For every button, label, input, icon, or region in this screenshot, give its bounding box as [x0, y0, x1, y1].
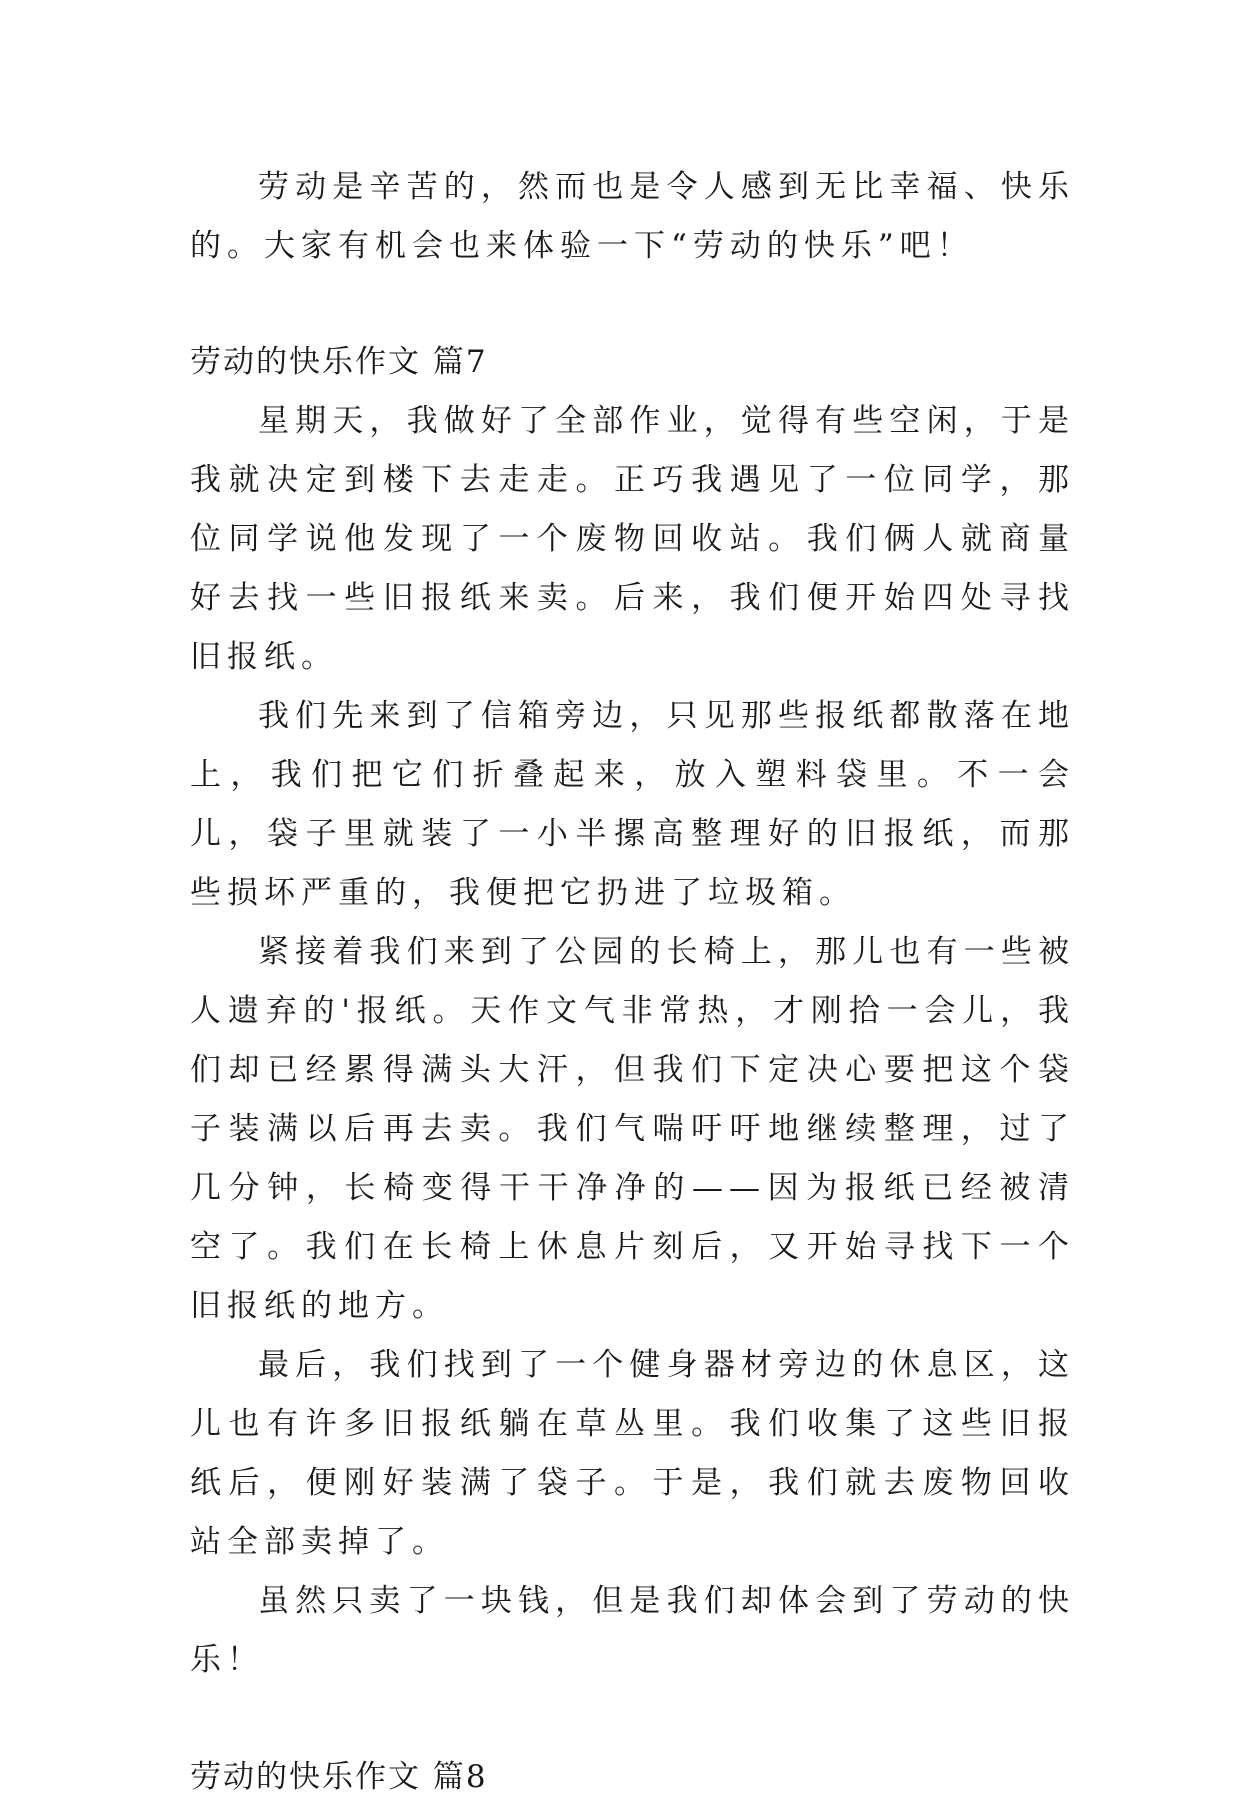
heading-essay-8: 劳动的快乐作文 篇8 — [190, 1759, 488, 1795]
paragraph-essay-7-3: 紧接着我们来到了公园的长椅上，那儿也有一些被人遗弃的'报纸。天作文气非常热，才刚拾一会儿，我们却已经累得满头大汗，但我们下定决心要把这个袋子装满以后再去卖。我们气喘吁吁地继续整理，过了几分钟，长椅变得干干净净的——因为报纸已经被清空了。我们在长椅上休息片刻后，又开始寻找下一个旧报纸的地方。 — [190, 934, 1075, 1324]
paragraph-essay-7-5: 虽然只卖了一块钱，但是我们却体会到了劳动的快乐！ — [190, 1583, 1075, 1678]
paragraph-essay-7-2: 我们先来到了信箱旁边，只见那些报纸都散落在地上，我们把它们折叠起来，放入塑料袋里。不一会儿，袋子里就装了一小半摞高整理好的旧报纸，而那些损坏严重的，我便把它扔进了垃圾箱。 — [190, 698, 1075, 911]
paragraph-essay-7-1: 星期天，我做好了全部作业，觉得有些空闲，于是我就决定到楼下去走走。正巧我遇见了一位同学，那位同学说他发现了一个废物回收站。我们俩人就商量好去找一些旧报纸来卖。后来，我们便开始四处寻找旧报纸。 — [190, 403, 1075, 675]
document-body — [190, 158, 1075, 1807]
heading-essay-7: 劳动的快乐作文 篇7 — [190, 344, 488, 380]
paragraph-closing-essay-6: 劳动是辛苦的，然而也是令人感到无比幸福、快乐的。大家有机会也来体验一下“劳动的快乐”吧！ — [190, 169, 1075, 264]
paragraph-essay-7-4: 最后，我们找到了一个健身器材旁边的休息区，这儿也有许多旧报纸躺在草丛里。我们收集了这些旧报纸后，便刚好装满了袋子。于是，我们就去废物回收站全部卖掉了。 — [190, 1347, 1075, 1560]
